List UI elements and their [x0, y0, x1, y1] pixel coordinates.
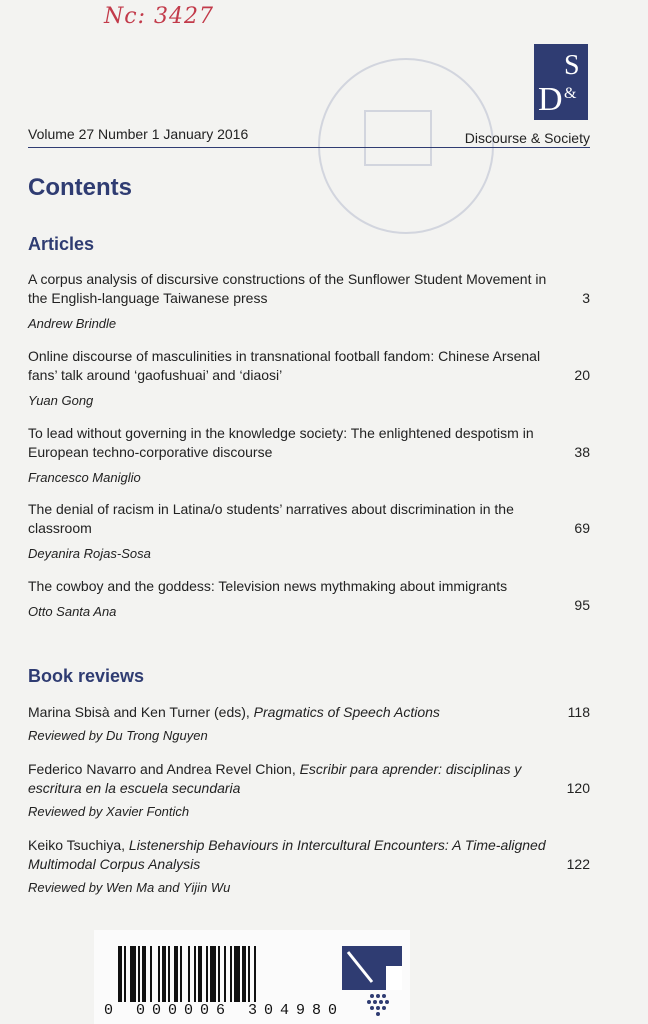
article-author: Francesco Maniglio: [28, 470, 141, 485]
barcode-bar: [138, 946, 140, 1002]
library-stamp: [318, 58, 494, 234]
article-title: To lead without governing in the knowledge society: The enlightened despotism in European techno-corporative discourse: [28, 425, 534, 460]
article-author: Deyanira Rojas-Sosa: [28, 546, 151, 561]
article-page: 20: [574, 367, 590, 383]
svg-text:D: D: [538, 81, 563, 118]
journal-logo: [534, 44, 588, 120]
barcode-bar: [198, 946, 202, 1002]
review-title: [28, 836, 548, 874]
review-reviewer: Reviewed by Xavier Fontich: [28, 804, 190, 819]
article-author: Otto Santa Ana: [28, 604, 117, 619]
book-reviews-heading: Book reviews: [28, 666, 145, 686]
review-entry: [28, 836, 590, 895]
article-title: A corpus analysis of discursive constructions of the Sunflower Student Movement in the English-language Taiwanese press: [28, 271, 547, 306]
barcode-bar: [230, 946, 232, 1002]
article-entry: [28, 577, 590, 619]
review-title: [28, 760, 548, 798]
barcode-number: 0 000006 304980: [104, 1002, 345, 1019]
barcode-bar: [162, 946, 166, 1002]
barcode-bar: [142, 946, 146, 1002]
barcode-bar: [234, 946, 240, 1002]
barcode-bar: [118, 946, 122, 1002]
article-page: 3: [582, 290, 590, 306]
barcode-bar: [150, 946, 152, 1002]
review-page: 120: [566, 780, 590, 796]
article-entry: [28, 424, 590, 485]
journal-name: Discourse & Society: [464, 130, 590, 146]
article-title: The denial of racism in Latina/o students’ narratives about discrimination in the classroom: [28, 501, 514, 536]
article-entry: [28, 270, 590, 331]
barcode-bar: [168, 946, 170, 1002]
article-title: Online discourse of masculinities in transnational football fandom: Chinese Arsenal fans’ talk around ‘gaofushuai’ and ‘diaosi’: [28, 348, 541, 383]
barcode-bar: [218, 946, 220, 1002]
review-reviewer: Reviewed by Du Trong Nguyen: [28, 728, 208, 743]
publisher-logo: [342, 946, 402, 1018]
svg-text:&: &: [564, 85, 577, 102]
review-entry: [28, 703, 590, 743]
barcode: [94, 930, 410, 1024]
barcode-bar: [174, 946, 178, 1002]
barcode-bar: [242, 946, 246, 1002]
review-book: Escribir para aprender: disciplinas y escritura en la escuela secundaria: [28, 761, 522, 796]
volume-line: Volume 27 Number 1 January 2016: [28, 126, 249, 142]
barcode-bar: [180, 946, 182, 1002]
barcode-bar: [158, 946, 160, 1002]
barcode-bar: [188, 946, 190, 1002]
svg-text:S: S: [564, 50, 580, 81]
barcode-bar: [248, 946, 250, 1002]
barcode-bar: [206, 946, 208, 1002]
barcode-bars: [118, 946, 328, 1002]
barcode-bar: [210, 946, 216, 1002]
article-entry: [28, 347, 590, 408]
handwritten-note: Nc: 3427: [104, 4, 214, 29]
review-authors: Federico Navarro and Andrea Revel Chion,: [28, 761, 300, 777]
contents-title: Contents: [28, 174, 132, 201]
article-entry: [28, 500, 590, 561]
review-book: Listenership Behaviours in Intercultural Encounters: A Time-aligned Multimodal Corpus Analysis: [28, 837, 546, 872]
review-entry: [28, 760, 590, 819]
review-reviewer: Reviewed by Wen Ma and Yijin Wu: [28, 880, 231, 895]
review-book: Pragmatics of Speech Actions: [253, 704, 440, 720]
barcode-bar: [194, 946, 196, 1002]
review-authors: Keiko Tsuchiya,: [28, 837, 129, 853]
barcode-bar: [224, 946, 226, 1002]
article-page: 95: [574, 597, 590, 613]
barcode-bar: [124, 946, 126, 1002]
articles-heading: Articles: [28, 234, 95, 254]
barcode-bar: [130, 946, 136, 1002]
review-title: [28, 703, 548, 722]
article-page: 38: [574, 444, 590, 460]
review-authors: Marina Sbisà and Ken Turner (eds),: [28, 704, 254, 720]
review-page: 122: [566, 856, 590, 872]
article-title: The cowboy and the goddess: Television news mythmaking about immigrants: [28, 578, 508, 594]
barcode-bar: [254, 946, 256, 1002]
review-page: 118: [567, 704, 590, 720]
article-page: 69: [574, 520, 590, 536]
header-rule: [28, 147, 590, 148]
article-author: Andrew Brindle: [28, 316, 117, 331]
article-author: Yuan Gong: [28, 393, 94, 408]
